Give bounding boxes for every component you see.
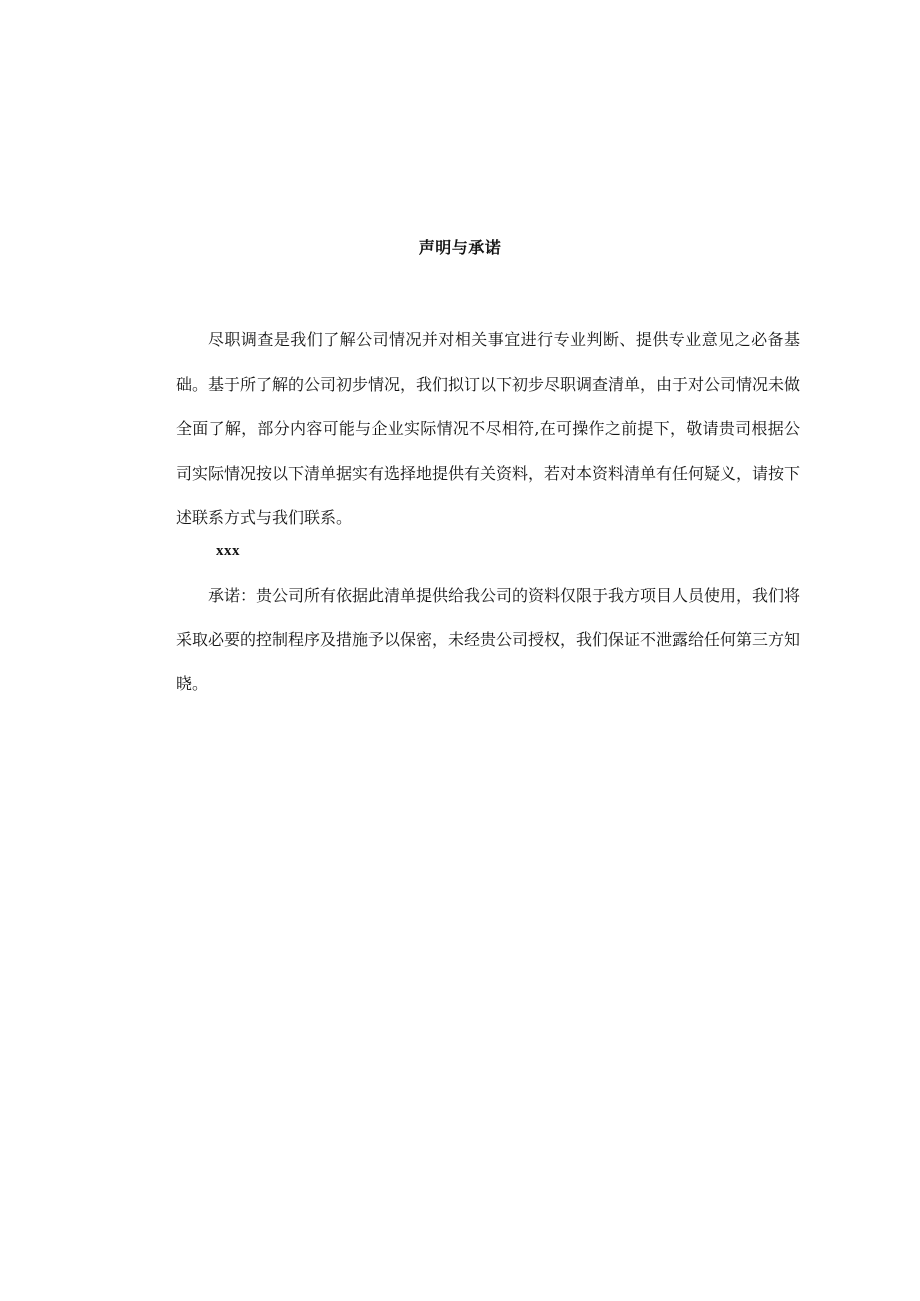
intro-paragraph: 尽职调查是我们了解公司情况并对相关事宜进行专业判断、提供专业意见之必备基础。基于所了解的公司初步情况，我们拟订以下初步尽职调查清单，由于对公司情况未做全面了解，部分内容可能与企业实际情况不尽相符,在可操作之前提下，敬请贵司根据公司实际情况按以下清单据实有选择地提供有关资料，若对本资料清单有任何疑义，请按下述联系方式与我们联系。: [176, 330, 801, 527]
document-title: 声明与承诺: [418, 238, 502, 257]
commitment-paragraph: 承诺：贵公司所有依据此清单提供给我公司的资料仅限于我方项目人员使用，我们将采取必要的控制程序及措施予以保密，未经贵公司授权，我们保证不泄露给任何第三方知晓。: [176, 586, 801, 693]
signature-name: xxx: [216, 543, 240, 559]
